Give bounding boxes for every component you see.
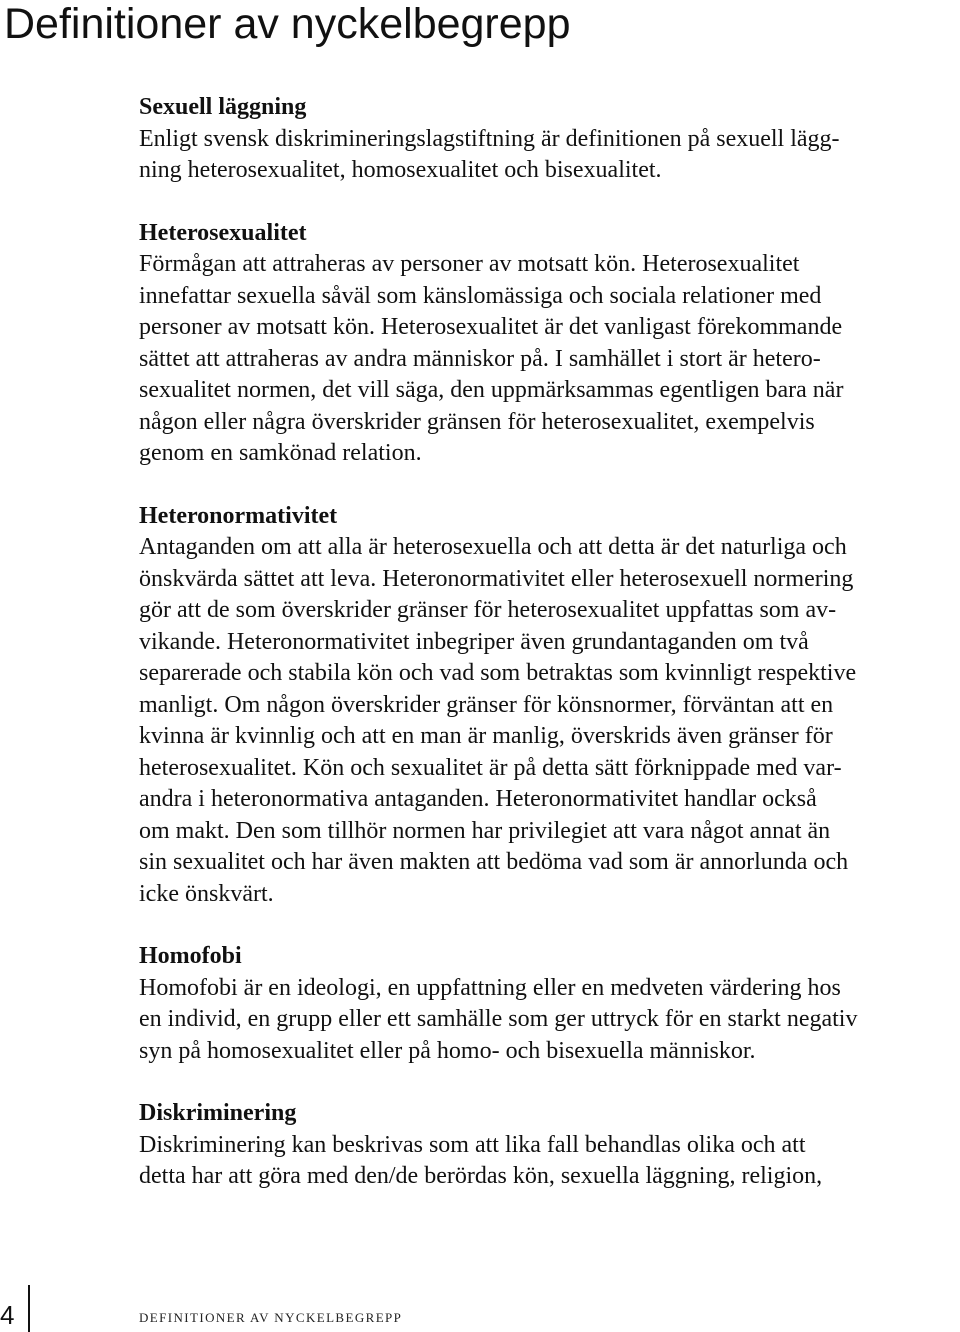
section-heterosexualitet — [139, 218, 939, 470]
body-line: gör att de som överskrider gränser för heterosexualitet uppfattas som av- — [139, 597, 837, 623]
body-line: Homofobi är en ideologi, en uppfattning eller en medveten värdering hos — [139, 974, 841, 1001]
body-line: önskvärda sättet att leva. Heteronormativitet eller heterosexuell normering — [139, 565, 854, 592]
page-number: 4 — [0, 1300, 15, 1330]
body-line: Förmågan att attraheras av personer av motsatt kön. Heterosexualitet — [139, 251, 800, 277]
body-line: sin sexualitet och har även makten att bedöma vad som är annorlunda och — [139, 849, 849, 875]
body-line: heterosexualitet. Kön och sexualitet är på detta sätt förknippade med var- — [139, 754, 842, 781]
section-body — [139, 249, 939, 470]
body-line: en individ, en grupp eller ett samhälle som ger uttryck för en starkt negativ — [139, 1006, 858, 1032]
body-line: kvinna är kvinnlig och att en man är manlig, överskrids även gränser för — [139, 723, 833, 749]
section-body — [139, 1130, 939, 1193]
section-heading: Diskriminering — [139, 1100, 297, 1126]
body-line: andra i heteronormativa antaganden. Heteronormativitet handlar också — [139, 786, 817, 812]
section-homofobi — [139, 941, 939, 1067]
section-body — [139, 973, 939, 1068]
section-gap — [139, 910, 939, 941]
body-line: personer av motsatt kön. Heterosexualitet är det vanligast förekommande — [139, 314, 843, 340]
body-line: Enligt svensk diskrimineringslagstiftning är definitionen på sexuell lägg- — [139, 125, 840, 152]
document-body — [139, 92, 939, 1193]
section-heading: Heterosexualitet — [139, 219, 307, 246]
page-title: Definitioner av nyckelbegrepp — [4, 0, 571, 48]
body-line: manligt. Om någon överskrider gränser för könsnormer, förväntan att en — [139, 691, 834, 718]
section-heading: Sexuell läggning — [139, 94, 307, 120]
section-gap — [139, 187, 939, 218]
body-line: separerade och stabila kön och vad som betraktas som kvinnligt respektive — [139, 660, 857, 686]
body-line: Diskriminering kan beskrivas som att lika fall behandlas olika och att — [139, 1131, 806, 1158]
body-line: sexualitet normen, det vill säga, den uppmärksammas egentligen bara när — [139, 377, 844, 403]
body-line: genom en samkönad relation. — [139, 440, 422, 466]
body-line: sättet att attraheras av andra människor på. I samhället i stort är hetero- — [139, 345, 821, 372]
section-diskriminering — [139, 1098, 939, 1193]
body-line: om makt. Den som tillhör normen har privilegiet att vara något annat än — [139, 817, 831, 844]
running-title: DEFINITIONER AV NYCKELBEGREPP — [139, 1310, 403, 1325]
body-line: syn på homosexualitet eller på homo- och bisexuella människor. — [139, 1037, 756, 1064]
footer-divider — [28, 1285, 30, 1332]
section-gap — [139, 1067, 939, 1098]
body-line: detta har att göra med den/de berördas kön, sexuella läggning, religion, — [139, 1163, 823, 1189]
section-body — [139, 532, 939, 910]
section-body — [139, 124, 939, 187]
body-line: ning heterosexualitet, homosexualitet och bisexualitet. — [139, 157, 662, 183]
body-line: Antaganden om att alla är heterosexuella och att detta är det naturliga och — [139, 534, 847, 560]
body-line: vikande. Heteronormativitet inbegriper även grundantaganden om två — [139, 628, 809, 655]
section-sexuell-laggning — [139, 92, 939, 187]
body-line: innefattar sexuella såväl som känslomässiga och sociala relationer med — [139, 282, 822, 309]
body-line: någon eller några överskrider gränsen för heterosexualitet, exempelvis — [139, 408, 815, 435]
body-line: icke önskvärt. — [139, 880, 274, 907]
section-heteronormativitet — [139, 501, 939, 911]
section-heading: Heteronormativitet — [139, 502, 338, 529]
section-gap — [139, 470, 939, 501]
section-heading: Homofobi — [139, 943, 242, 969]
